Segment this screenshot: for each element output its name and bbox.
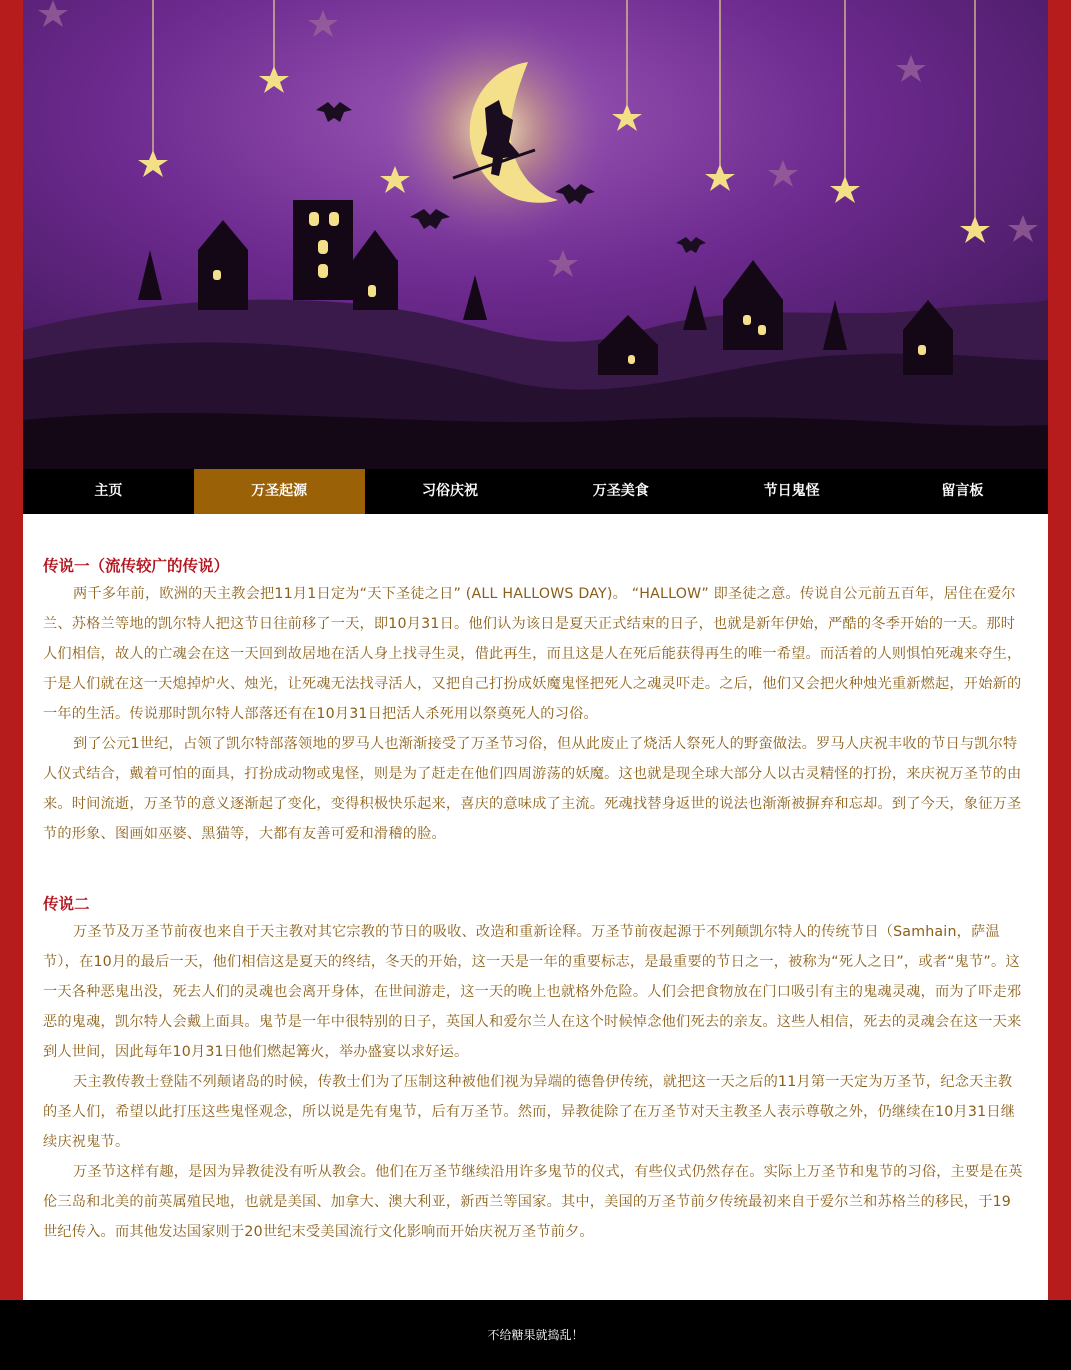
paragraph: 两千多年前，欧洲的天主教会把11月1日定为“天下圣徒之日” (ALL HALLOWS DAY)。 “HALLOW” 即圣徒之意。传说自公元前五百年，居住在爱尔兰、苏格兰等地的凯尔特人把这节日往前移了一天，即10月31日。他们认为该日是夏天正式结束的日子，也就是新年伊始，严酷的冬季开始的一天。那时人们相信，故人的亡魂会在这一天回到故居地在活人身上找寻生灵，借此再生，而且这是人在死后能获得再生的唯一希望。而活着的人则惧怕死魂来夺生，于是人们就在这一天熄掉炉火、烛光，让死魂无法找寻活人，又把自己打扮成妖魔鬼怪把死人之魂灵吓走。之后，他们又会把火种烛光重新燃起，开始新的一年的生活。传说那时凯尔特人部落还有在10月31日把活人杀死用以祭奠死人的习俗。 — [43, 586, 1022, 722]
nav-home[interactable]: 主页 — [94, 483, 123, 499]
nav-ghosts[interactable]: 节日鬼怪 — [763, 483, 820, 499]
footer: 不给糖果就捣乱！ — [0, 1300, 1071, 1370]
paragraph: 天主教传教士登陆不列颠诸岛的时候，传教士们为了压制这种被他们视为异端的德鲁伊传统，就把这一天之后的11月第一天定为万圣节，纪念天主教的圣人们，希望以此打压这些鬼怪观念，所以说是先有鬼节，后有万圣节。然而，异教徒除了在万圣节对天主教圣人表示尊敬之外，仍继续在10月31日继续庆祝鬼节。 — [43, 1074, 1016, 1150]
halloween-night-illustration — [23, 0, 1048, 469]
article-content — [43, 543, 1025, 1247]
main-nav — [23, 469, 1048, 514]
page — [23, 0, 1048, 1300]
nav-guestbook[interactable]: 留言板 — [941, 483, 984, 499]
nav-customs[interactable]: 习俗庆祝 — [421, 483, 478, 499]
section-title-legend-2: 传说二 — [43, 895, 90, 913]
halloween-banner — [23, 0, 1048, 469]
nav-food[interactable]: 万圣美食 — [592, 483, 649, 499]
nav-origin[interactable]: 万圣起源 — [194, 469, 365, 514]
paragraph: 万圣节及万圣节前夜也来自于天主教对其它宗教的节日的吸收、改造和重新诠释。万圣节前夜起源于不列颠凯尔特人的传统节日（Samhain，萨温节），在10月的最后一天，他们相信这是夏天的终结，冬天的开始，这一天是一年的重要标志，是最重要的节日之一，被称为“死人之日”，或者“鬼节”。这一天各种恶鬼出没，死去人们的灵魂也会离开身体，在世间游走，这一天的晚上也就格外危险。人们会把食物放在门口吸引有主的鬼魂灵魂，而为了吓走邪恶的鬼魂，凯尔特人会戴上面具。鬼节是一年中很特别的日子，英国人和爱尔兰人在这个时候悼念他们死去的亲友。这些人相信，死去的灵魂会在这一天来到人世间，因此每年10月31日他们燃起篝火，举办盛宴以求好运。 — [43, 924, 1022, 1060]
paragraph: 到了公元1世纪，占领了凯尔特部落领地的罗马人也渐渐接受了万圣节习俗，但从此废止了烧活人祭死人的野蛮做法。罗马人庆祝丰收的节日与凯尔特人仪式结合，戴着可怕的面具，打扮成动物或鬼怪，则是为了赶走在他们四周游荡的妖魔。这也就是现全球大部分人以古灵精怪的打扮，来庆祝万圣节的由来。时间流逝，万圣节的意义逐渐起了变化，变得积极快乐起来，喜庆的意味成了主流。死魂找替身返世的说法也渐渐被摒弃和忘却。到了今天，象征万圣节的形象、图画如巫婆、黑猫等，大都有友善可爱和滑稽的脸。 — [43, 736, 1022, 842]
paragraph: 万圣节这样有趣，是因为异教徒没有听从教会。他们在万圣节继续沿用许多鬼节的仪式，有些仪式仍然存在。实际上万圣节和鬼节的习俗，主要是在英伦三岛和北美的前英属殖民地，也就是美国、加拿大、澳大利亚，新西兰等国家。其中，美国的万圣节前夕传统最初来自于爱尔兰和苏格兰的移民，于19世纪传入。而其他发达国家则于20世纪末受美国流行文化影响而开始庆祝万圣节前夕。 — [43, 1164, 1023, 1240]
section-title-legend-1: 传说一（流传较广的传说） — [43, 557, 230, 575]
